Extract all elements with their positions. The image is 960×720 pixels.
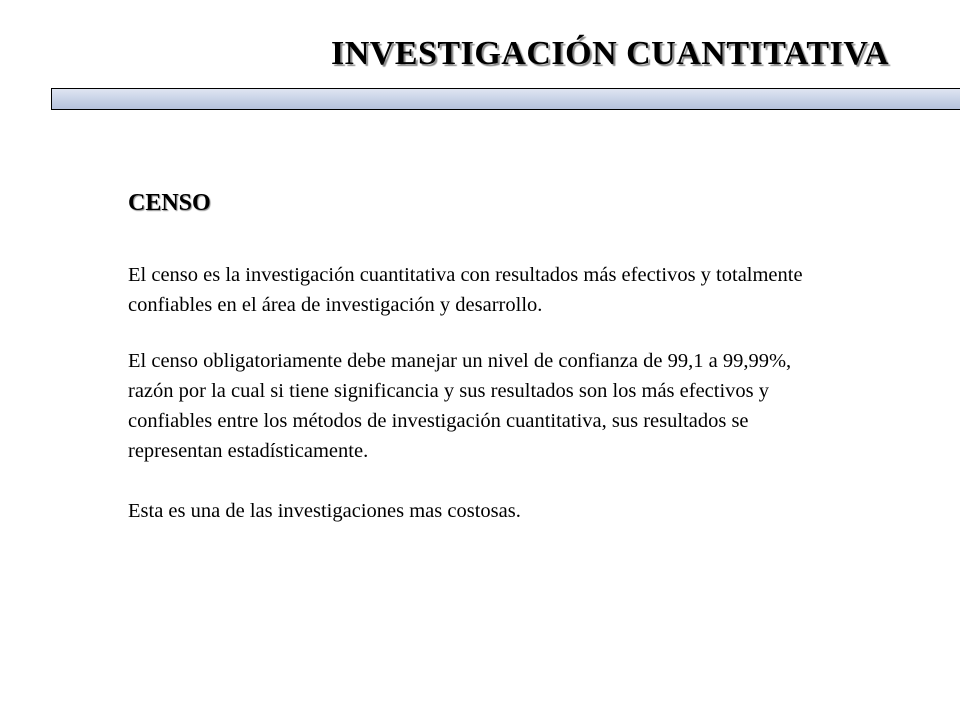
paragraph-confidence-level: El censo obligatoriamente debe manejar un nivel de confianza de 99,1 a 99,99%, razón por la cual si tiene significancia y sus resultados son los más efectivos y confiables entre los métodos de investigación cuantitativa, sus resultados se representan estadísticamente. <box>128 350 792 462</box>
section-heading: CENSO <box>128 190 211 216</box>
slide-title: INVESTIGACIÓN CUANTITATIVA <box>331 35 890 72</box>
paragraph-cost: Esta es una de las investigaciones mas costosas. <box>128 500 521 522</box>
slide-content <box>128 187 828 526</box>
paragraph-definition: El censo es la investigación cuantitativa con resultados más efectivos y totalmente confiables en el área de investigación y desarrollo. <box>128 264 803 316</box>
title-underline-bar <box>51 88 960 110</box>
